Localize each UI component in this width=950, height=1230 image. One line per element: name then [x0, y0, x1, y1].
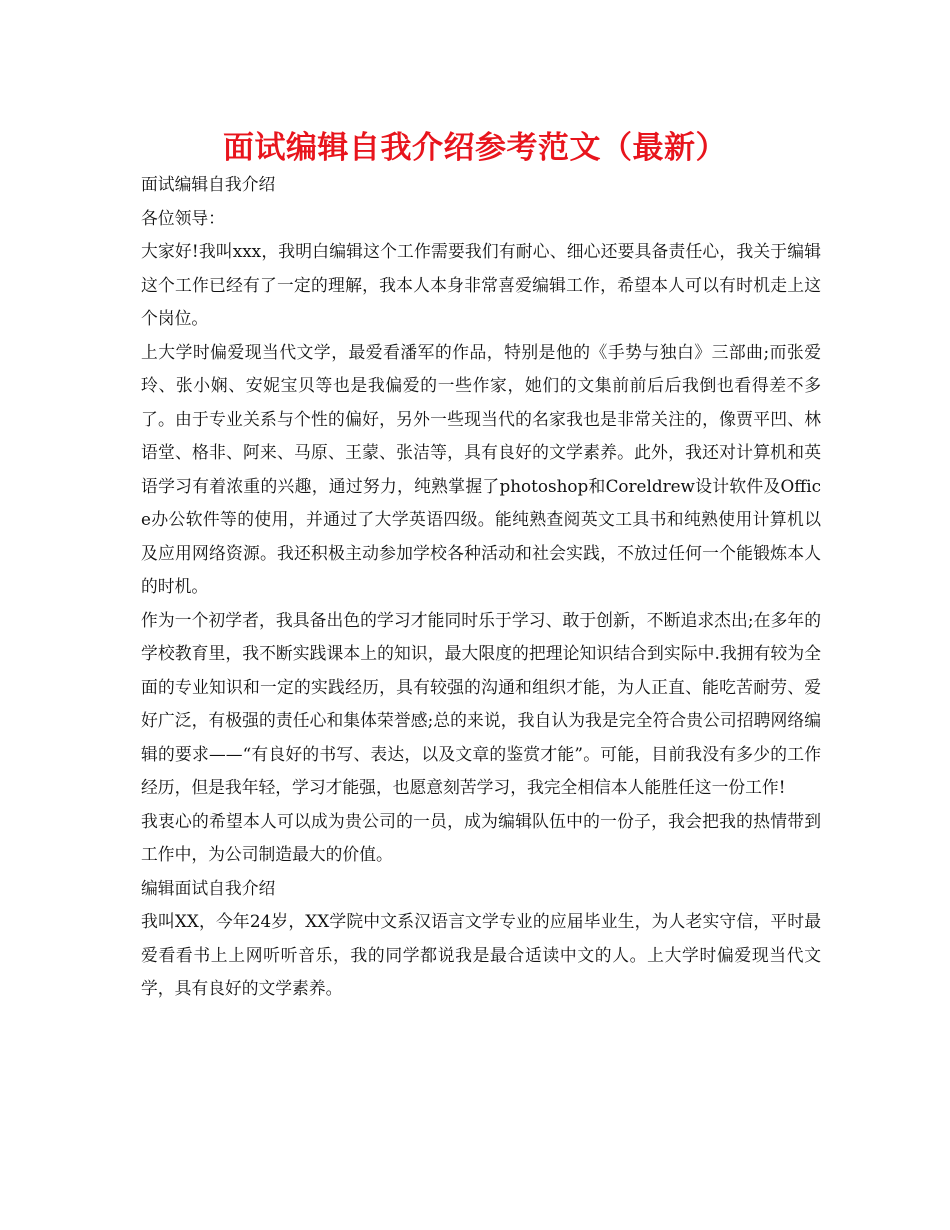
salutation: 各位领导： — [141, 207, 225, 228]
document-body — [141, 168, 821, 1006]
body-paragraph: 作为一个初学者，我具备出色的学习才能同时乐于学习、敢于创新，不断追求杰出;在多年的学校教育里，我不断实践课本上的知识，最大限度的把理论知识结合到实际中.我拥有较为全面的专业知识和一定的实践经历，具有较强的沟通和组织才能，为人正直、能吃苦耐劳、爱好广泛，有极强的责任心和集体荣誉感;总的来说，我自认为我是完全符合贵公司招聘网络编辑的要求——“有良好的书写、表达，以及文章的鉴赏才能”。可能，目前我没有多少的工作经历，但是我年轻，学习才能强，也愿意刻苦学习，我完全相信本人能胜任这一份工作! — [141, 609, 821, 797]
body-paragraph: 我衷心的希望本人可以成为贵公司的一员，成为编辑队伍中的一份子，我会把我的热情带到工作中，为公司制造最大的价值。 — [141, 810, 821, 864]
section-heading: 面试编辑自我介绍 — [141, 174, 276, 194]
body-paragraph: 大家好!我叫xxx，我明白编辑这个工作需要我们有耐心、细心还要具备责任心，我关于编辑这个工作已经有了一定的理解，我本人本身非常喜爱编辑工作，希望本人可以有时机走上这个岗位。 — [141, 241, 821, 328]
section-heading: 编辑面试自我介绍 — [141, 877, 276, 898]
body-paragraph: 上大学时偏爱现当代文学，最爱看潘军的作品，特别是他的《手势与独白》三部曲;而张爱玲、张小娴、安妮宝贝等也是我偏爱的一些作家，她们的文集前前后后我倒也看得差不多了。由于专业关系与个性的偏好，另外一些现当代的名家我也是非常关注的，像贾平凹、林语堂、格非、阿来、马原、王蒙、张洁等，具有良好的文学素养。此外，我还对计算机和英语学习有着浓重的兴趣，通过努力，纯熟掌握了photoshop和Coreldrew设计软件及Office办公软件等的使用，并通过了大学英语四级。能纯熟查阅英文工具书和纯熟使用计算机以及应用网络资源。我还积极主动参加学校各种活动和社会实践，不放过任何一个能锻炼本人的时机。 — [141, 341, 821, 596]
document-title: 面试编辑自我介绍参考范文（最新） — [223, 130, 727, 166]
body-paragraph: 我叫XX，今年24岁，XX学院中文系汉语言文学专业的应届毕业生，为人老实守信，平时最爱看看书上上网听听音乐，我的同学都说我是最合适读中文的人。上大学时偏爱现当代文学，具有良好的文学素养。 — [141, 911, 821, 998]
